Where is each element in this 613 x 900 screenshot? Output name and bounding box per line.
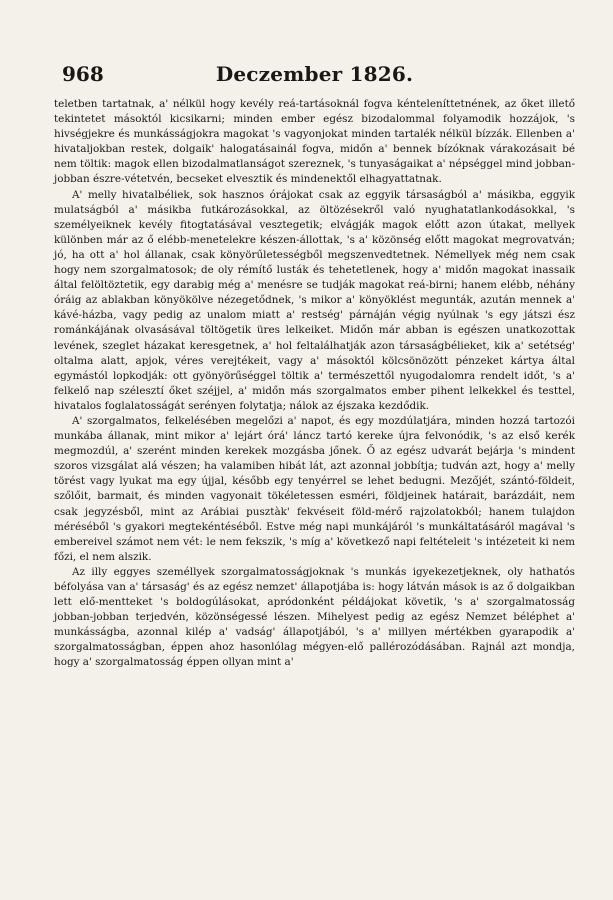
running-head-title: Deczember 1826.: [215, 62, 414, 86]
page-number: 968: [62, 62, 104, 86]
paragraph-diligent-man: A' szorgalmatos, felkelésében megelőzi a' napot, és egy mozdúlatjára, minden hozzá tartozói munkába állanak, mint mikor a' lejárt órá' láncz tartó kereke újra felvonódik, 's az első kerék megmozdúl, a' szerént minden kerekek mozgásba jőnek. Ő az egész udvarát bejárja 's mindent szoros vizsgálat alá vészen; ha valamiben hibát lát, azt azonnal jobbítja; tudván azt, hogy a' melly törést vagy lyukat ma egy újjal, később egy tenyérrel se lehet bedugni. Mezőjét, szántó-földeit, szőlőit, barmait, és minden vagyonait tökéletessen esméri, földjeinek határait, barázdáit, nem csak jegyzésből, mint az Arábiai pusztàk' fekvéseit föld-mérő rajzolatokból; hanem tulajdon méréséből 's gyakori megtekéntéséből. Estve még napi munkájáról 's munkáltatásáról magával 's embereivel számot nem vét: le nem fekszik, 's míg a' következő napi feltételeit 's intézeteit ki nem főzi, el nem alszik.: [54, 414, 575, 563]
body-text: [54, 97, 575, 671]
paragraph-officials: A' melly hivatalbéliek, sok hasznos órájokat csak az eggyik társaságból a' másikba, eggyik mulatságból a' másikba futkározásokkal, az öltözésekről való nyughatatlankodásokkal, 's személyeiknek kevély fitogtatásával vesztegetik; elvágják magok előtt azon útakat, mellyek különben már az ő elébb-menetelekre készen-állottak, 's a' közönség előtt magokat megrovatván; jó, ha ott a' hol állanak, csak könyörűletességből megszenvedtetnek. Némellyek még nem csak hogy nem szorgalmatosok; de oly rémítő lusták és tehetetlenek, hogy a' midőn magokat inassaik által felöltöztetik, egy darabig még a' menésre se tudják magokat reá-birni; hanem elébb, néhány óráig az ablakban könyökölve nézegetődnek, 's mikor a' könyöklést megunták, azután mennek a' kávé-házba, vagy pedig az unalom miatt a' restség' párnáján végig nyúlnak 's egy játszi ész románkájának olvasásával töltögetik üres lelkeiket. Midőn már abban is egészen unatkozottak levének, szeglet házakat keresgetnek, a' hol feltalálhatják azon társaságbélieket, kik a' setétség' oltalma alatt, apjok, véres verejtékeit, vagy a' másoktól kölcsönözött pénzeket kártya által egymástól lopkodják: ott gyönyörűséggel töltik a' természettől nyugodalomra rendelt időt, 's a' felkelő nap szélesztí őket széjjel, a' midőn más szorgalmatos ember pihent lelkekkel és testtel, hivatalos foglalatosságát serényen folytatja; nálok az éjszaka kezdődik.: [54, 188, 575, 412]
paragraph-nation-influence: Az illy eggyes személlyek szorgalmatosságjoknak 's munkás igyekezetjeknek, oly hathatós béfolyása van a' társaság' és az egész nemzet' állapotjába is: hogy látván mások is az ő dolgaikban lett elő-mentteket 's boldogúlásokat, apródonként példájokat követik, 's a' szorgalmatosság jobban-jobban terjedvén, közönségessé lészen. Mihelyest pedig az egész Nemzet béléphet a' munkásságba, azonnal kilép a' vadság' állapotjából, 's a' millyen mértékben gyarapodik a' szorgalmatosságban, éppen ahoz hasonlólag mégyen-elő pallérozódásában. Rajnál azt mondja, hogy a' szorgalmatosság éppen ollyan mint a': [54, 565, 575, 669]
paragraph-continuation: teletben tartatnak, a' nélkül hogy kevély reá-tartásoknál fogva kénteleníttetnének, az őket illető tekintetet másoktól kicsikarni; minden ember egész bizodalommal folyamodik hozzájok, 's hivségjekre és munkásságjokra magokat 's vagyonjokat minden tartalék nélkül bízzák. Ellenben a' hivataljokban restek, dolgaik' halogatásainál fogva, midőn a' bennek bízóknak várakozásait bé nem töltik: magok ellen bizodalmatlanságot szereznek, 's tunyaságaikat a' népséggel mind jobban-jobban észre-vétetvén, becseket elvesztik és mindenektől elhagyattatnak.: [54, 98, 575, 186]
page-header: [54, 62, 575, 86]
